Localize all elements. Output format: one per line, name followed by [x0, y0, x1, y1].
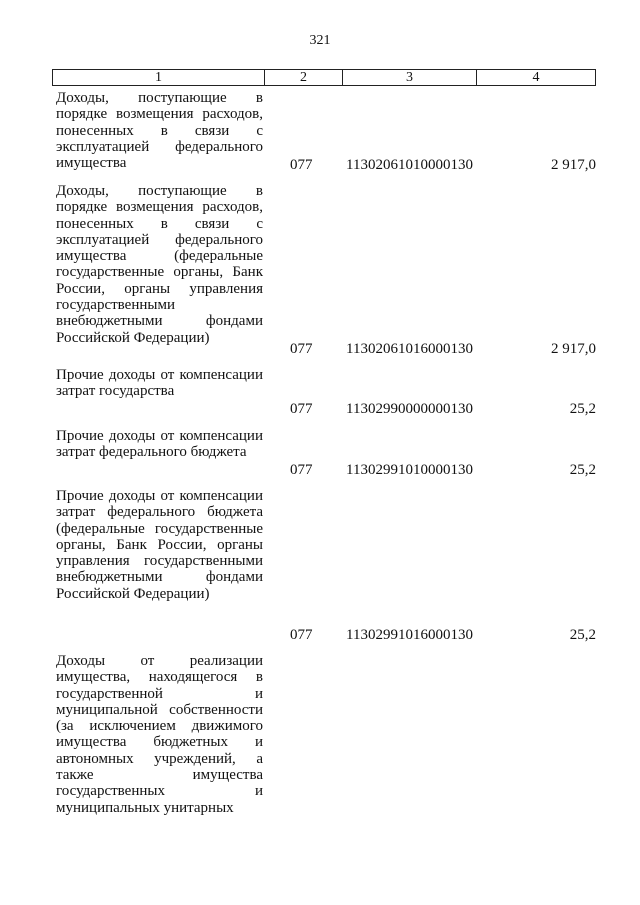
row-amount: 25,2 [569, 627, 596, 643]
row-name: Доходы, поступающие в порядке возмещения расходов, понесенных в связи с эксплуатацией федерального имущества [56, 90, 263, 172]
row-name: Прочие доходы от компенсации затрат государства [56, 367, 263, 400]
row-admin-code: 077 [290, 157, 313, 173]
row-amount: 2 917,0 [551, 157, 596, 173]
row-name: Прочие доходы от компенсации затрат федерального бюджета (федеральные государственные органы, Банк России, органы управления государственными внебюджетными фондами Российской Федерации) [56, 488, 263, 602]
table-header-row [52, 69, 596, 86]
table-row [52, 653, 596, 833]
table-row [52, 428, 596, 478]
row-income-code: 11302061016000130 [346, 341, 473, 357]
row-income-code: 11302061010000130 [346, 157, 473, 173]
header-col-4: 4 [532, 70, 540, 85]
table-row [52, 183, 596, 357]
row-name: Прочие доходы от компенсации затрат федерального бюджета [56, 428, 263, 461]
page-number: 321 [309, 33, 331, 48]
row-amount: 25,2 [569, 462, 596, 478]
table-row [52, 90, 596, 173]
row-name: Доходы, поступающие в порядке возмещения расходов, понесенных в связи с эксплуатацией федерального имущества (федеральные государственные органы, Банк России, органы управления государственными внебюджетными фондами Российской Федерации) [56, 183, 263, 346]
row-admin-code: 077 [290, 627, 313, 643]
row-admin-code: 077 [290, 462, 313, 478]
row-name: Доходы от реализации имущества, находящегося в государственной и муниципальной собственности (за исключением движимого имущества бюджетных и автономных учреждений, а также имущества государственных и муниципальных унитарных [56, 653, 263, 816]
row-income-code: 11302991016000130 [346, 627, 473, 643]
header-col-2: 2 [265, 70, 343, 85]
row-income-code: 11302991010000130 [346, 462, 473, 478]
row-amount: 2 917,0 [551, 341, 596, 357]
table-row [52, 367, 596, 417]
header-col-3: 3 [343, 70, 477, 85]
row-admin-code: 077 [290, 341, 313, 357]
row-amount: 25,2 [569, 401, 596, 417]
table-row [52, 488, 596, 643]
row-admin-code: 077 [290, 401, 313, 417]
row-income-code: 11302990000000130 [346, 401, 473, 417]
header-col-1: 1 [53, 70, 265, 85]
